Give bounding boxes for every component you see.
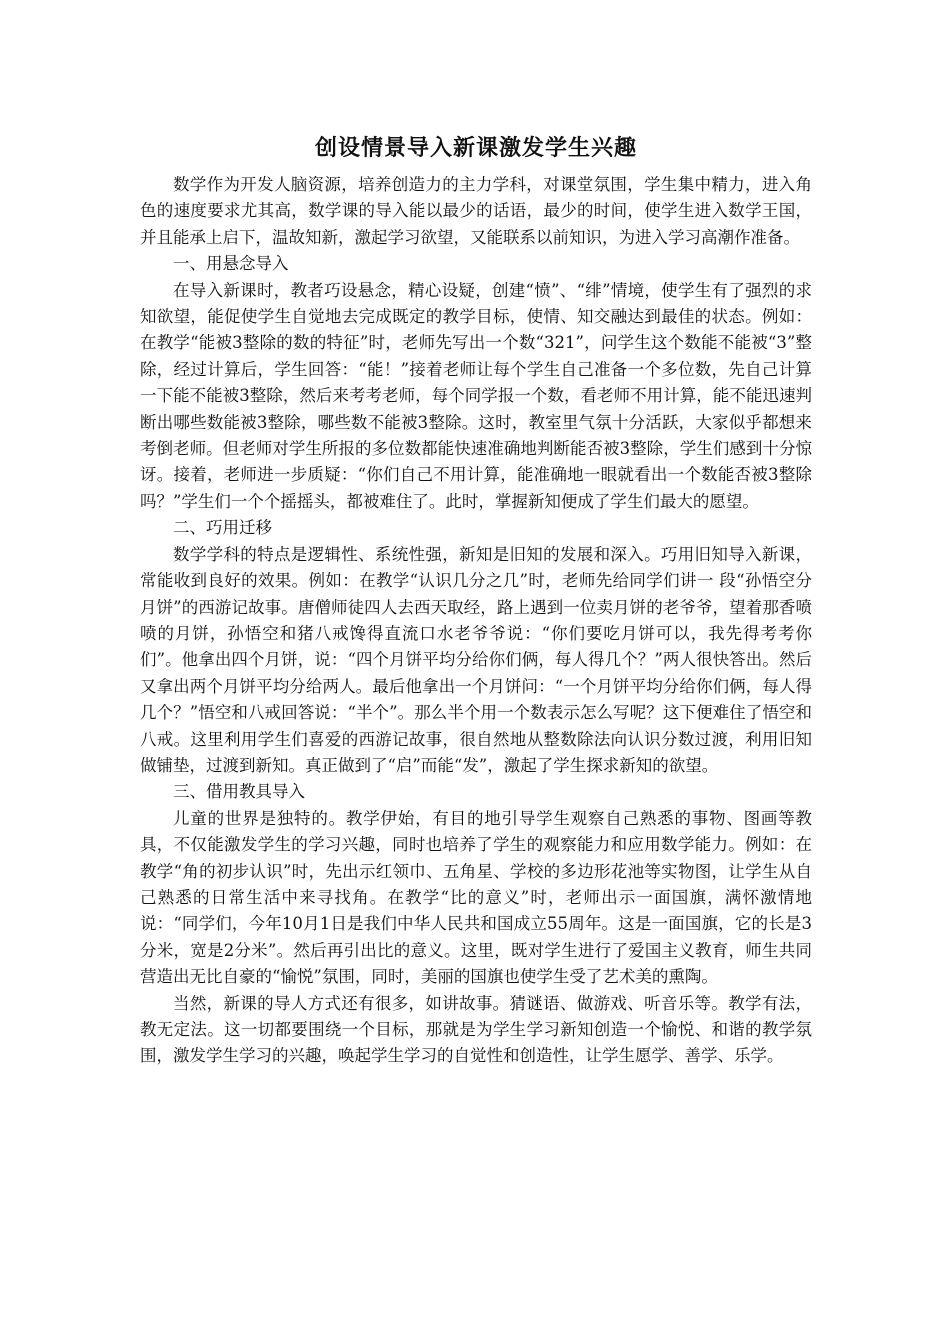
document-title: 创设情景导入新课激发学生兴趣	[314, 136, 637, 161]
document-page	[140, 130, 812, 1070]
section-heading-1: 一、用悬念导入	[173, 254, 289, 274]
section-paragraph-2: 数学学科的特点是逻辑性、系统性强，新知是旧知的发展和深入。巧用旧知导入新课，常能收到良好的效果。例如：在教学“认识几分之几”时，老师先给同学们讲一 段“孙悟空分月饼”的西游记故事。唐僧师徒四人去西天取经，路上遇到一位卖月饼的老爷爷，望着那香喷喷的月饼，孙悟空和猪八戒馋得直流口水老爷爷说：“你们要吃月饼可以，我先得考考你们”。他拿出四个月饼，说：“四个月饼平均分给你们俩，每人得几个？”两人很快答出。然后又拿出两个月饼平均分给两人。最后他拿出一个月饼问：“一个月饼平均分给你们俩，每人得几个？”悟空和八戒回答说：“半个”。那么半个用一个数表示怎么写呢？这下便难住了悟空和八戒。这里利用学生们喜爱的西游记故事，很自然地从整数除法向认识分数过渡，利用旧知做铺垫，过渡到新知。真正做到了“启”而能“发”，激起了学生探求新知的欲望。	[140, 544, 812, 775]
section-heading-2: 二、巧用迁移	[173, 518, 272, 538]
section-paragraph-3: 儿童的世界是独特的。教学伊始，有目的地引导学生观察自己熟悉的事物、图画等教具，不仅能激发学生的学习兴趣，同时也培养了学生的观察能力和应用数学能力。例如：在教学“角的初步认识”时，先出示红领巾、五角星、学校的多边形花池等实物图，让学生从自己熟悉的日常生活中来寻找角。在教学“比的意义”时，老师出示一面国旗，满怀激情地说：“同学们，今年10月1日是我们中华人民共和国成立55周年。这是一面国旗，它的长是3分米，宽是2分米”。然后再引出比的意义。这里，既对学生进行了爱国主义教育，师生共同营造出无比自豪的“愉悦”氛围，同时，美丽的国旗也使学生受了艺术美的熏陶。	[140, 808, 812, 987]
conclusion-paragraph: 当然，新课的导人方式还有很多，如讲故事。猜谜语、做游戏、听音乐等。教学有法，教无定法。这一切都要围绕一个目标，那就是为学生学习新知创造一个愉悦、和谐的教学氛围，激发学生学习的兴趣，唤起学生学习的自觉性和创造性，让学生愿学、善学、乐学。	[140, 993, 812, 1066]
section-heading-3: 三、借用教具导入	[173, 782, 305, 802]
section-paragraph-1: 在导入新课时，教者巧设悬念，精心设疑，创建“愤”、“绯”情境，使学生有了强烈的求知欲望，能促使学生自觉地去完成既定的教学目标，使情、知交融达到最佳的状态。例如：在教学“能被3整除的数的特征”时，老师先写出一个数“321”，问学生这个数能不能被“3”整除，经过计算后，学生回答：“能！”接着老师让每个学生自己准备一个多位数，先自己计算一下能不能被3整除，然后来考考老师，每个同学报一个数，看老师不用计算，能不能迅速判断出哪些数能被3整除，哪些数不能被3整除。这时，教室里气氛十分活跃，大家似乎都想来考倒老师。但老师对学生所报的多位数都能快速准确地判断能否被3整除，学生们感到十分惊讶。接着，老师进一步质疑：“你们自己不用计算，能准确地一眼就看出一个数能否被3整除吗？”学生们一个个摇摇头，都被难住了。此时，掌握新知便成了学生们最大的愿望。	[140, 280, 812, 511]
intro-paragraph: 数学作为开发人脑资源，培养创造力的主力学科，对课堂氛围，学生集中精力，进入角色的速度要求尤其高，数学课的导入能以最少的话语，最少的时间，使学生进入数学王国，并且能承上启下，温故知新，激起学习欲望，又能联系以前知识，为进入学习高潮作准备。	[140, 175, 812, 247]
